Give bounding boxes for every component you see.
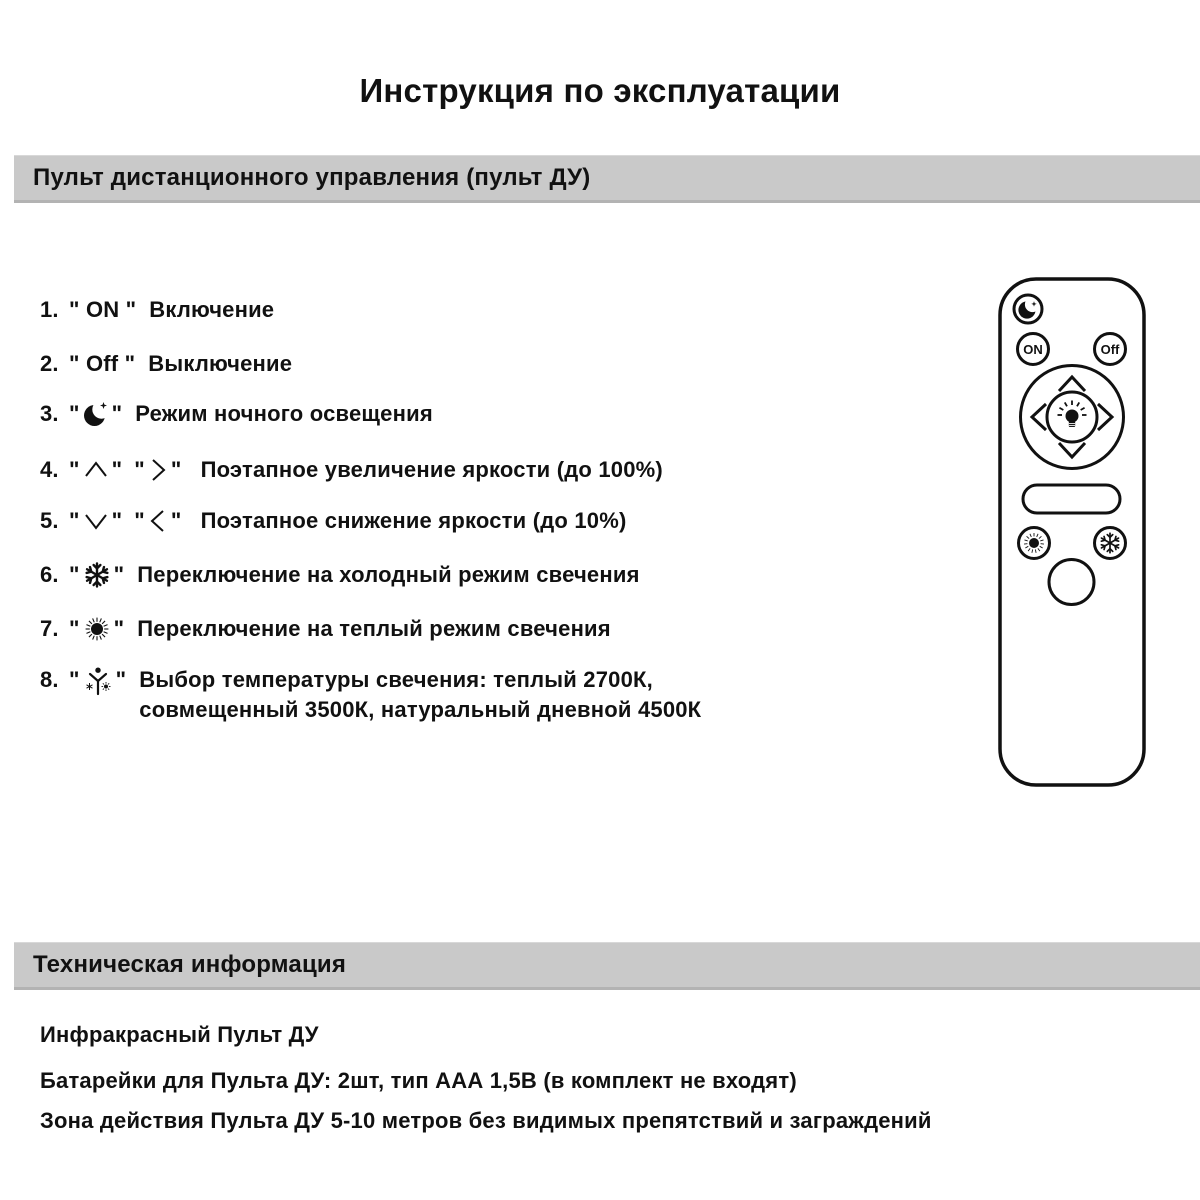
quote: " bbox=[111, 401, 123, 426]
quote: " bbox=[69, 616, 80, 641]
item-number: 3. bbox=[40, 401, 59, 426]
item-label: Включение bbox=[149, 297, 275, 322]
page-title: Инструкция по эксплуатации bbox=[359, 72, 841, 109]
item-label: Переключение на теплый режим свечения bbox=[137, 616, 611, 641]
on-button-label: ON bbox=[1023, 342, 1043, 357]
remote-illustration bbox=[997, 276, 1147, 793]
item-number: 5. bbox=[40, 508, 59, 533]
item-label: Поэтапное снижение яркости (до 10%) bbox=[200, 508, 627, 533]
list-item-on bbox=[40, 295, 274, 325]
item-label: Выключение bbox=[148, 351, 293, 376]
section-header-remote-label: Пульт дистанционного управления (пульт ДУ) bbox=[33, 164, 591, 191]
list-item-brightness-down bbox=[40, 506, 627, 536]
quote: " bbox=[170, 508, 182, 533]
quote: " bbox=[69, 457, 80, 482]
list-item-night-mode bbox=[40, 399, 433, 429]
quote: " bbox=[115, 667, 127, 692]
quote: " bbox=[113, 616, 125, 641]
quote: " bbox=[134, 457, 145, 482]
item-label: Поэтапное увеличение яркости (до 100%) bbox=[200, 457, 663, 482]
list-item-cold-mode bbox=[40, 560, 640, 590]
chevron-left-icon bbox=[148, 508, 168, 534]
item-number: 7. bbox=[40, 616, 59, 641]
quote: " bbox=[111, 457, 123, 482]
chevron-down-icon bbox=[83, 509, 109, 533]
item-number: 4. bbox=[40, 457, 59, 482]
quote: " bbox=[69, 562, 80, 587]
section-header-tech bbox=[14, 942, 1200, 990]
tech-info-line: Батарейки для Пульта ДУ: 2шт, тип ААА 1,5В (в комплект не входят) bbox=[40, 1068, 797, 1093]
snowflake-icon bbox=[83, 561, 111, 589]
item-label-line-2: совмещенный 3500К, натуральный дневной 4500К bbox=[139, 697, 702, 722]
off-button-label: Off bbox=[1100, 342, 1120, 357]
list-item-off bbox=[40, 349, 292, 379]
button-code: " ON " bbox=[69, 297, 137, 322]
chevron-up-icon bbox=[83, 458, 109, 482]
item-label: Режим ночного освещения bbox=[135, 401, 433, 426]
section-header-tech-label: Техническая информация bbox=[33, 951, 347, 978]
item-label-line-1: Выбор температуры свечения: теплый 2700К, bbox=[139, 667, 653, 692]
quote: " bbox=[134, 508, 145, 533]
quote: " bbox=[69, 401, 80, 426]
moon-icon bbox=[83, 400, 109, 428]
item-number: 1. bbox=[40, 297, 59, 322]
quote: " bbox=[69, 667, 80, 692]
quote: " bbox=[69, 508, 80, 533]
item-label: Переключение на холодный режим свечения bbox=[137, 562, 640, 587]
list-item-warm-mode bbox=[40, 614, 611, 644]
quote: " bbox=[113, 562, 125, 587]
temperature-select-icon bbox=[83, 666, 113, 696]
tech-info-line: Инфракрасный Пульт ДУ bbox=[40, 1022, 319, 1047]
button-code: " Off " bbox=[69, 351, 136, 376]
tech-info-line: Зона действия Пульта ДУ 5-10 метров без видимых препятствий и заграждений bbox=[40, 1108, 932, 1133]
item-label bbox=[139, 665, 701, 725]
sun-icon bbox=[83, 615, 111, 643]
section-header-remote bbox=[14, 155, 1200, 203]
item-number: 6. bbox=[40, 562, 59, 587]
list-item-temperature-select bbox=[40, 665, 701, 725]
quote: " bbox=[111, 508, 123, 533]
quote: " bbox=[170, 457, 182, 482]
item-number: 2. bbox=[40, 351, 59, 376]
item-number: 8. bbox=[40, 667, 59, 692]
list-item-brightness-up bbox=[40, 455, 663, 485]
chevron-right-icon bbox=[148, 457, 168, 483]
